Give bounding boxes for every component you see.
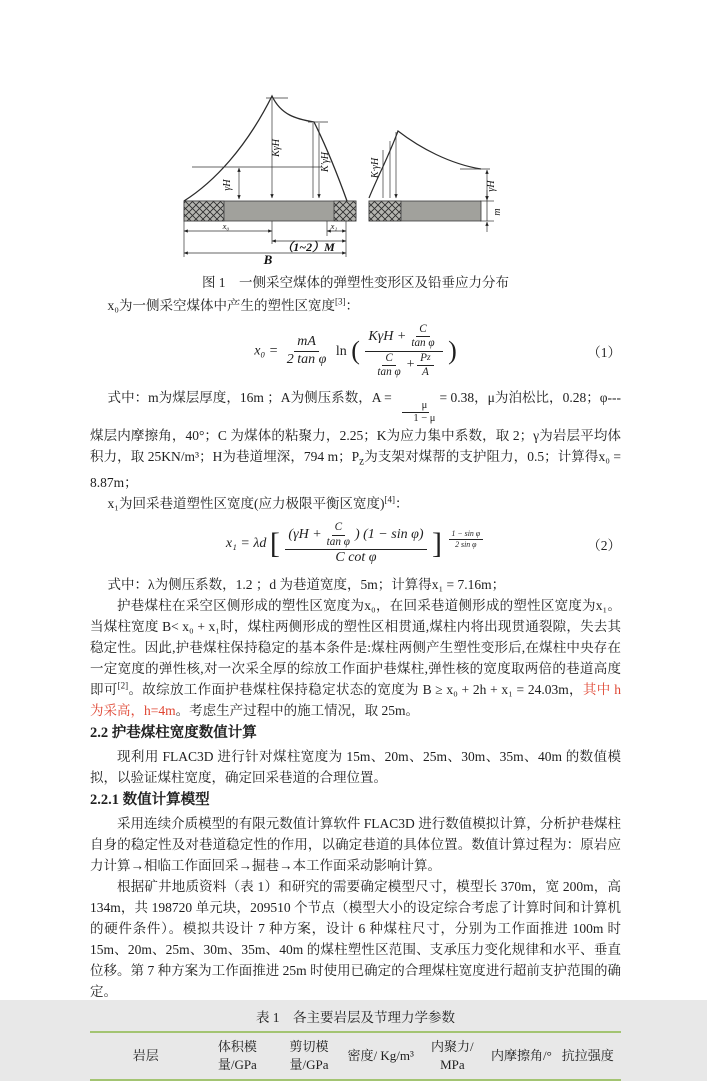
x0-intro-text: x₀为一侧采空煤体中产生的塑性区宽度 xyxy=(107,298,336,313)
right-pressure-curve xyxy=(369,131,481,198)
eq2-lhs: x₁ = λd xyxy=(225,536,267,552)
paragraph-eq1-note: 式中：m为煤层厚度，16m ；A为侧压系数，A = $\frac{\mu}{1 - \mu}$ = 0.38，μ为泊松比，0.28；φ---煤层内摩擦角，40°；C 为煤体的粘聚力，2.25；K为应力集中系数，取 2；γ为岩层平均体积力，取 25KN/m³；H为巷道埋深，794 m；$P_z$为支架对煤帮的支护阻力，0.5；计算得x₀ = 8.87m； xyxy=(90,389,621,491)
paragraph-pillar-stability: 护巷煤柱在采空区侧形成的塑性区宽度为x₀，在回采巷道侧形成的塑性区宽度为x₁。当煤柱宽度 B< x₀ + x₁时，煤柱两侧形成的塑性区相贯通,煤柱内将出现贯通裂隙，失去其稳定性。因此,护巷煤柱保持稳定的基本条件是:煤柱两侧产生塑性变形后,在煤柱中央存在一定宽度的弹性核,对一次采全厚的综放工作面护巷煤柱,弹性核的宽度取两倍的巷道高度即可[2]。故综放工作面护巷煤柱保持稳定状态的宽度为 B ≥ x₀ + 2h + x₁ = 24.03m，其中 h 为采高，h=4m。考虑生产过程中的施工情况，取 25m。 xyxy=(90,598,621,719)
red-annotation-text: 其中 h 为采高，h=4m xyxy=(90,682,621,719)
label-gamma-h-right: γH xyxy=(486,180,497,192)
col-cohesion: 内聚力/ MPa xyxy=(431,1039,474,1073)
plastic-zone-hatch-right xyxy=(369,201,401,221)
stress-distribution-diagram xyxy=(182,86,512,267)
col-rock-layer: 岩层 xyxy=(132,1048,159,1064)
plastic-zone-hatch-mid xyxy=(334,201,356,221)
col-shear-modulus: 剪切模量/GPa xyxy=(289,1039,329,1073)
eq1-lhs: x₀ = xyxy=(254,343,279,359)
label-gamma-h-left: γH xyxy=(222,179,233,191)
paragraph-eq2-note: 式中：λ为侧压系数，1.2 ；d 为巷道宽度，5m；计算得x₁ = 7.16m； xyxy=(107,577,506,593)
label-k-gamma-h-right: K·γH xyxy=(370,157,381,179)
label-k-prime-gamma-h: K′γH xyxy=(320,151,331,173)
equation-2: x₁ = λd [ (γH + $\frac{C}{\text{tan φ}}$ ) (1 − sin φ) C cot φ ] $^{\frac{\text{1 − sin φ}}{\text{2 sin φ}}}$ （2） xyxy=(225,521,621,566)
paragraph-model-description: 采用连续介质模型的有限元数值计算软件 FLAC3D 进行数值模拟计算，分析护巷煤柱自身的稳定性及对巷道稳定性的作用，以确定巷道的具体位置。数值计算过程为：原岩应力计算→相临工作面回采→掘巷→本工作面采动影响计算。 xyxy=(90,816,621,874)
label-b-width: B xyxy=(263,252,273,267)
label-x0: x₀ xyxy=(222,221,230,231)
figure-1-caption: 图 1 一侧采空煤体的弹塑性变形区及铅垂应力分布 xyxy=(201,275,510,290)
col-friction-angle: 内摩擦角/° xyxy=(490,1048,552,1064)
paragraph-x1-intro: x₁为回采巷道塑性区宽度(应力极限平衡区宽度)[4]： xyxy=(107,494,409,512)
section-heading-2-2: 2.2 护巷煤柱宽度数值计算 xyxy=(90,725,257,742)
equation-1-number: （1） xyxy=(587,345,621,361)
col-tensile-strength: 抗拉强度 xyxy=(561,1048,614,1064)
col-density: 密度/ Kg/m³ xyxy=(347,1048,414,1064)
label-1-2-m: （1~2）M xyxy=(281,240,335,254)
col-bulk-modulus: 体积模量/GPa xyxy=(217,1039,257,1073)
left-pressure-curve xyxy=(184,96,347,201)
section-heading-2-2-1: 2.2.1 数值计算模型 xyxy=(90,792,210,809)
paragraph-model-dimensions: 根据矿井地质资料（表 1）和研究的需要确定模型尺寸，模型长 370m，宽 200m，高 134m，共 198720 单元块，209510 个节点（模型大小的设定综合考虑了计算时间和计算机的硬件条件）。模拟共设计 7 种方案，设计 6 种煤柱尺寸，分别为工作面推进 100m 时 15m、20m、25m、30m、35m、40m 的煤柱塑性区范围、支承压力变化规律和水平、垂直位移。第 7 种方案为工作面推进 25m 时使用已确定的合理煤柱宽度进行超前支护范围的确定。 xyxy=(90,879,621,1000)
equation-1: x₀ = $\frac{mA}{\text{2 tan φ}}$ ln ( KγH + $\frac{C}{\text{tan φ}}$ $\frac{C}{\text{tan φ}}$ + P z A ) （1） xyxy=(254,323,621,379)
table-header-row xyxy=(90,1032,621,1080)
plastic-zone-hatch-left xyxy=(184,201,224,221)
label-k-gamma-h-left: KγH xyxy=(271,139,282,157)
paragraph-x0-intro: x₀为一侧采空煤体中产生的塑性区宽度[3]： xyxy=(107,296,360,313)
paragraph-flac-simulation: 现利用 FLAC3D 进行针对煤柱宽度为 15m、20m、25m、30m、35m、40m 的数值模拟，以验证煤柱宽度，确定回采巷道的合理位置。 xyxy=(90,749,621,786)
figure-1 xyxy=(182,86,621,269)
equation-2-number: （2） xyxy=(587,538,621,554)
ref-2: [2] xyxy=(117,680,129,691)
ref-4: [4] xyxy=(384,494,395,505)
label-m-thickness: m xyxy=(492,208,503,216)
rock-parameters-table xyxy=(90,1031,621,1081)
ref-3: [3] xyxy=(335,296,346,307)
table-1-caption: 表 1 各主要岩层及节理力学参数 xyxy=(255,1010,456,1026)
label-x1: x₁ xyxy=(330,221,338,231)
